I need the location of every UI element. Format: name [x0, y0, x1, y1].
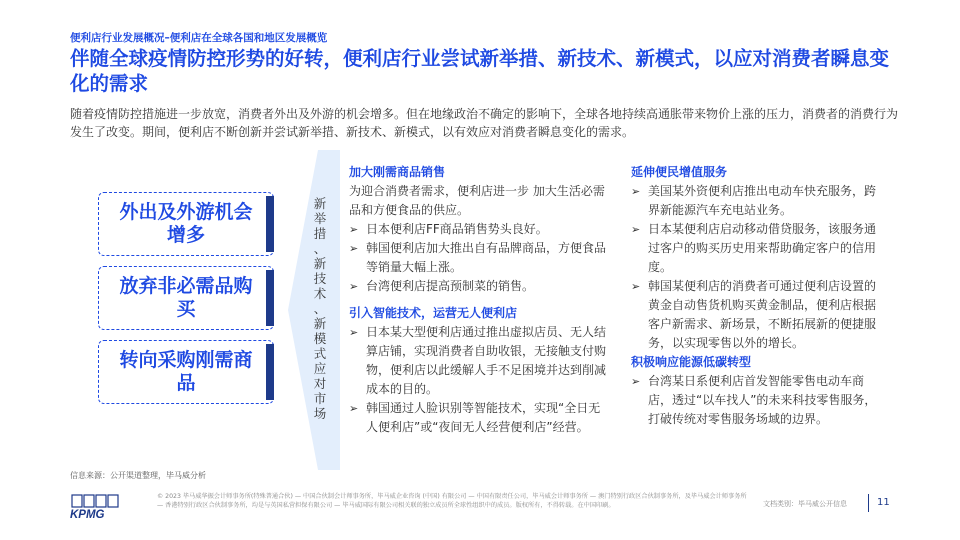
middle-column — [349, 163, 611, 437]
chevron-char: 、 — [313, 241, 327, 256]
list-item: ➢ 日本某大型便利店通过推出虚拟店员、无人结算店铺，实现消费者自助收银，无接触支付购物，便利店以此缓解人手不足困境并达到削减成本的目的。 — [349, 323, 611, 399]
bullet-list — [349, 220, 611, 296]
bullet-list — [631, 182, 887, 353]
document-classification: 文档类别：毕马威公开信息 — [763, 500, 847, 508]
list-item: ➢ 日本便利店FF商品销售势头良好。 — [349, 220, 611, 239]
list-item: ➢ 韩国便利店加大推出自有品牌商品，方便食品等销量大幅上涨。 — [349, 239, 611, 277]
page-number: 11 — [877, 497, 890, 508]
chevron-char: 模 — [313, 331, 327, 346]
bullet-list — [349, 323, 611, 437]
section-paragraph: 为迎合消费者需求，便利店进一步 加大生活必需品和方便食品的供应。 — [349, 184, 605, 217]
chevron-char: 技 — [313, 271, 327, 286]
chevron-char: 应 — [313, 361, 327, 376]
chevron-char: 术 — [313, 286, 327, 301]
bullet-list — [631, 372, 887, 429]
intro-paragraph: 随着疫情防控措施进一步放宽，消费者外出及外游的机会增多。但在地缘政治不确定的影响下，全球各地持续高通胀带来物价上涨的压力，消费者的消费行为发生了改变。期间，便利店不断创新并尝试新举措、新技术、新模式，以有效应对消费者瞬息变化的需求。 — [70, 107, 899, 139]
section-heading-low-carbon: 积极响应能源低碳转型 — [631, 355, 752, 369]
chevron-char: 新 — [313, 196, 327, 211]
section-heading-value-services: 延伸便民增值服务 — [631, 165, 728, 179]
kpmg-logo — [68, 493, 124, 521]
right-column — [631, 163, 887, 429]
chevron-char: 措 — [313, 226, 327, 241]
legal-notice: © 2023 毕马威华振会计师事务所(特殊普通合伙) — 中国合伙制会计师事务所，毕马威企业咨询 (中国) 有限公司 — 中国有限责任公司，毕马威会计师事务所 — 澳门特别行政区合伙制事务所，及毕马威会计师事务所 — 香港特别行政区合伙制事务所，均是与英国私营担保有限公司 — 毕马威国际有限公司相关联的独立成员所全球性组织中的成员。版权所有，不得转载。在中国印刷。 — [157, 493, 747, 509]
page-number-divider — [868, 494, 869, 512]
chevron-char: 市 — [313, 391, 327, 406]
chevron-char: 场 — [313, 406, 327, 421]
page-title: 伴随全球疫情防控形势的好转，便利店行业尝试新举措、新技术、新模式，以应对消费者瞬息变化的需求 — [70, 47, 890, 95]
list-item: ➢ 韩国通过人脸识别等智能技术，实现“全日无人便利店”或“夜间无人经营便利店”经营。 — [349, 399, 611, 437]
tag-travel-increase: 外出及外游机会增多 — [98, 192, 274, 256]
chevron-char: 举 — [313, 211, 327, 226]
list-item: ➢ 韩国某便利店的消费者可通过便利店设置的黄金自动售货机购买黄金制品，便利店根据客户新需求、新场景，不断拓展新的便捷服务，以实现零售以外的增长。 — [631, 277, 887, 353]
tag-skip-nonessential: 放弃非必需品购买 — [98, 266, 274, 330]
chevron-char: 对 — [313, 376, 327, 391]
section-heading-essential-goods: 加大刚需商品销售 — [349, 165, 446, 179]
source-note: 信息来源：公开渠道整理，毕马威分析 — [70, 471, 206, 480]
chevron-label — [308, 196, 332, 421]
chevron-char: 新 — [313, 256, 327, 271]
chevron-char: 式 — [313, 346, 327, 361]
section-heading-smart-tech: 引入智能技术，运营无人便利店 — [349, 306, 518, 320]
section-label: 便利店行业发展概况–便利店在全球各国和地区发展概览 — [70, 32, 328, 44]
list-item: ➢ 台湾便利店提高预制菜的销售。 — [349, 277, 611, 296]
chevron-char: 、 — [313, 301, 327, 316]
kpmg-logo-text: KPMG — [70, 509, 105, 521]
list-item: ➢ 台湾某日系便利店首发智能零售电动车商店，透过“以车找人”的未来科技零售服务，打破传统对零售服务场域的边界。 — [631, 372, 887, 429]
list-item: ➢ 美国某外资便利店推出电动车快充服务，跨界新能源汽车充电站业务。 — [631, 182, 887, 220]
consumer-trend-tags — [98, 192, 274, 414]
tag-essential-goods: 转向采购刚需商品 — [98, 340, 274, 404]
list-item: ➢ 日本某便利店启动移动借贷服务，该服务通过客户的购买历史用来帮助确定客户的信用度。 — [631, 220, 887, 277]
chevron-char: 新 — [313, 316, 327, 331]
